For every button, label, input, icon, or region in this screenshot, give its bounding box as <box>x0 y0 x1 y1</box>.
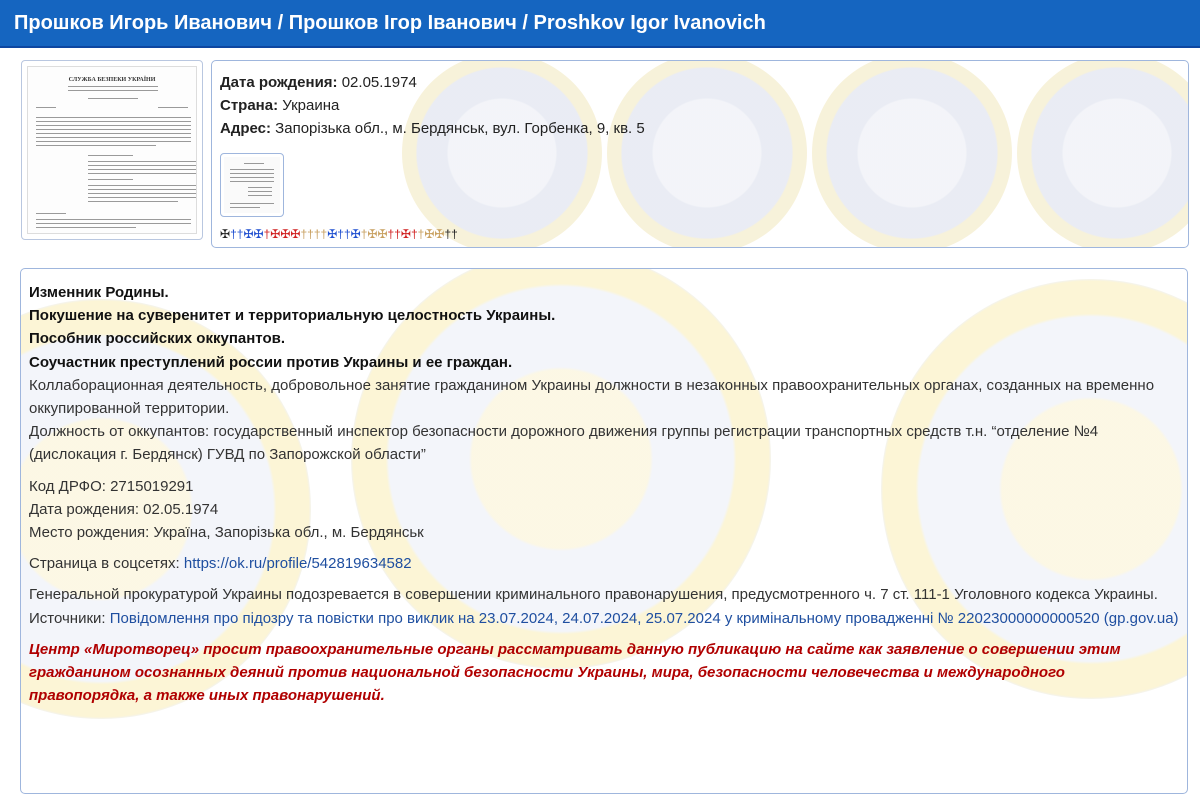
social-profile-link[interactable]: https://ok.ru/profile/542819634582 <box>183 555 412 573</box>
cross-icon: † <box>343 227 351 241</box>
country-label: Страна: <box>220 97 279 114</box>
cross-icon: ✠ <box>424 227 435 241</box>
cross-icon: ✠ <box>367 227 378 241</box>
cross-icon: † <box>387 227 395 241</box>
social-label: Страница в соцсетях: <box>29 555 184 573</box>
main-description-card <box>20 268 1188 794</box>
watermark-seal <box>812 60 1012 248</box>
date-of-birth: Дата рождения: 02.05.1974 <box>29 500 219 518</box>
cross-icon: † <box>307 227 314 241</box>
cross-icon: ✠ <box>253 227 264 241</box>
document-image-card[interactable] <box>21 60 203 240</box>
headline-accomplice: Пособник российских оккупантов. <box>29 330 285 348</box>
info-fields <box>220 71 645 140</box>
document-heading: СЛУЖБА БЕЗПЕКИ УКРАЇНИ <box>68 77 156 83</box>
crosses-rating <box>220 227 458 241</box>
cross-icon: ✠ <box>434 227 445 241</box>
drfo-code: Код ДРФО: 2715019291 <box>29 477 194 495</box>
headline-sovereignty: Покушение на суверенитет и территориальную целостность Украины. <box>29 307 556 325</box>
country-row <box>220 94 645 117</box>
info-card <box>211 60 1189 248</box>
cross-icon: ✠ <box>327 227 338 241</box>
address-value: Запорізька обл., м. Бердянськ, вул. Горбенка, 9, кв. 5 <box>275 120 645 137</box>
sources-row <box>29 607 1179 630</box>
address-label: Адрес: <box>220 120 271 137</box>
country-value: Украина <box>282 97 340 114</box>
cross-icon: ✠ <box>220 227 231 241</box>
cross-icon: † <box>320 227 328 241</box>
address-row <box>220 117 645 140</box>
profile-summary <box>8 52 1192 262</box>
social-row <box>29 552 1179 575</box>
cross-icon: † <box>337 227 344 241</box>
headline-traitor: Изменник Родины. <box>29 284 169 301</box>
warning-statement: Центр «Миротворец» просит правоохранительные органы рассматривать данную публикацию на сайте как заявление о совершении этим гражданином осознанных деяний против национальной безопасности Украины, мира, безопасности человечества и международного правопорядка, а также иных правонарушений. <box>29 640 1121 705</box>
birth-date-row <box>220 71 645 94</box>
birth-date-label: Дата рождения: <box>220 74 338 91</box>
cross-icon: ✠ <box>270 227 281 241</box>
cross-icon: ✠ <box>350 227 361 241</box>
cross-icon: ✠ <box>377 227 388 241</box>
cross-icon: † <box>236 227 244 241</box>
prosecution-text: Генеральной прокуратурой Украины подозревается в совершении криминального правонарушения, предусмотренного ч. 7 ст. 111-1 Уголовного кодекса Украины. <box>29 586 1158 604</box>
cross-icon: ✠ <box>280 227 291 241</box>
cross-icon: † <box>230 227 237 241</box>
cross-icon: ✠ <box>290 227 301 241</box>
collaboration-text: Коллаборационная деятельность, добровольное занятие гражданином Украины должности в незаконных правоохранительных органах, созданных на временно оккупированной территории. <box>29 376 1155 418</box>
document-scan-image[interactable] <box>27 66 197 234</box>
cross-icon: † <box>417 227 425 241</box>
cross-icon: ✠ <box>243 227 254 241</box>
sources-label: Источники: <box>29 609 110 627</box>
cross-icon: † <box>410 227 418 241</box>
watermark-seal <box>1017 60 1189 248</box>
birth-date-value: 02.05.1974 <box>341 74 417 91</box>
headline-crimes: Соучастник преступлений россии против Украины и ее граждан. <box>29 353 513 371</box>
sources-link[interactable]: Повідомлення про підозру та повістки про виклик на 23.07.2024, 24.07.2024, 25.07.2024 у кримінальному провадженні № 22023000000000520 (gp.gov.ua) <box>109 609 1179 627</box>
cross-icon: † <box>394 227 401 241</box>
cross-icon: † <box>451 227 458 241</box>
description-content <box>29 281 1179 707</box>
person-name-title: Прошков Игорь Иванович / Прошков Ігор Іванович / Proshkov Igor Ivanovich <box>14 11 766 34</box>
document-thumbnail[interactable] <box>220 153 284 217</box>
cross-icon: † <box>300 227 308 241</box>
cross-icon: † <box>313 227 321 241</box>
cross-icon: ✠ <box>400 227 411 241</box>
page-header <box>0 0 1200 48</box>
cross-icon: † <box>360 227 368 241</box>
cross-icon: † <box>263 227 271 241</box>
cross-icon: † <box>444 227 452 241</box>
position-text: Должность от оккупантов: государственный инспектор безопасности дорожного движения группы регистрации транспортных средств т.н. “отделение №4 (дислокация г. Бердянск) ГУВД по Запорожской области” <box>29 423 1099 464</box>
birthplace: Место рождения: Україна, Запорізька обл., м. Бердянськ <box>29 524 424 542</box>
